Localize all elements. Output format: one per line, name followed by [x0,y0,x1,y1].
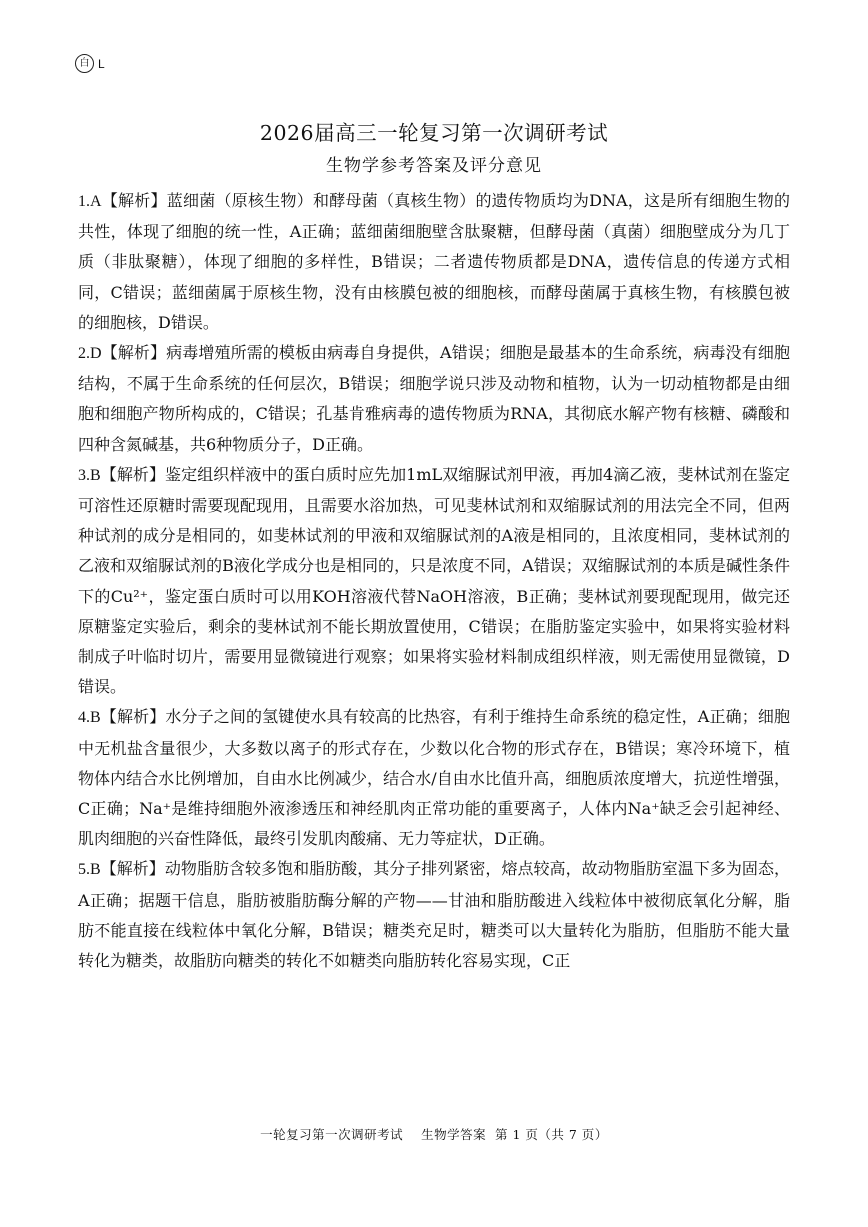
answer-item-5 [78,854,790,976]
answer-text: 蓝细菌（原核生物）和酵母菌（真核生物）的遗传物质均为DNA，这是所有细胞生物的共性，体现了细胞的统一性，A正确；蓝细菌细胞壁含肽聚糖，但酵母菌（真菌）细胞壁成分为几丁质（非肽聚糖），体现了细胞的多样性，B错误；二者遗传物质都是DNA，遗传信息的传递方式相同，C错误；蓝细菌属于原核生物，没有由核膜包被的细胞核，而酵母菌属于真核生物，有核膜包被的细胞核，D错误。 [78,191,790,332]
page-subtitle: 生物学参考答案及评分意见 [326,156,542,176]
answer-item-1 [78,186,790,338]
page-title: 2026届高三一轮复习第一次调研考试 [259,121,609,145]
answer-label: 1.A【解析】 [78,193,167,210]
answer-item-2 [78,338,790,460]
answer-text: 病毒增殖所需的模板由病毒自身提供，A错误；细胞是最基本的生命系统，病毒没有细胞结构，不属于生命系统的任何层次，B错误；细胞学说只涉及动物和植物，认为一切动植物都是由细胞和细胞产物所构成的，C错误；孔基肯雅病毒的遗传物质为RNA，其彻底水解产物有核糖、磷酸和四种含氮碱基，共6种物质分子，D正确。 [78,343,790,454]
answer-item-4 [78,702,790,854]
answer-item-3 [78,460,790,703]
page-footer: 一轮复习第一次调研考试 生物学答案 第 1 页（共 7 页） [260,1127,608,1142]
answer-label: 4.B【解析】 [78,709,166,727]
answer-list [78,186,790,976]
circled-char-mark: 白 [75,54,94,73]
answer-label: 5.B【解析】 [78,861,165,879]
answer-text: 水分子之间的氢键使水具有较高的比热容，有利于维持生命系统的稳定性，A正确；细胞中无机盐含量很少，大多数以离子的形式存在，少数以化合物的形式存在，B错误；寒冷环境下，植物体内结合水比例增加，自由水比例减少，结合水/自由水比值升高，细胞质浓度增大，抗逆性增强，C正确；Na⁺是维持细胞外液渗透压和神经肌肉正常功能的重要离子，人体内Na⁺缺乏会引起神经、肌肉细胞的兴奋性降低，最终引发肌肉酸痛、无力等症状，D正确。 [78,707,790,849]
answer-text: 鉴定组织样液中的蛋白质时应先加1mL双缩脲试剂甲液，再加4滴乙液，斐林试剂在鉴定可溶性还原糖时需要现配现用，且需要水浴加热，可见斐林试剂和双缩脲试剂的用法完全不同，但两种试剂的成分是相同的，如斐林试剂的甲液和双缩脲试剂的A液是相同的，且浓度相同，斐林试剂的乙液和双缩脲试剂的B液化学成分也是相同的，只是浓度不同，A错误；双缩脲试剂的本质是碱性条件下的Cu²⁺，鉴定蛋白质时可以用KOH溶液代替NaOH溶液，B正确；斐林试剂要现配现用，做完还原糖鉴定实验后，剩余的斐林试剂不能长期放置使用，C错误；在脂肪鉴定实验中，如果将实验材料制成子叶临时切片，需要用显微镜进行观察；如果将实验材料制成组织样液，则无需使用显微镜，D错误。 [78,464,790,697]
answer-label: 3.B【解析】 [78,466,166,484]
header-mark [75,54,105,73]
answer-label: 2.D【解析】 [78,345,167,363]
answer-text: 动物脂肪含较多饱和脂肪酸，其分子排列紧密，熔点较高，故动物脂肪室温下多为固态，A正确；据题干信息，脂肪被脂肪酶分解的产物——甘油和脂肪酸进入线粒体中被彻底氧化分解，脂肪不能直接在线粒体中氧化分解，B错误；糖类充足时，糖类可以大量转化为脂肪，但脂肪不能大量转化为糖类，故脂肪向糖类的转化不如糖类向脂肪转化容易实现，C正 [78,859,790,971]
header-letter: L [98,56,105,71]
